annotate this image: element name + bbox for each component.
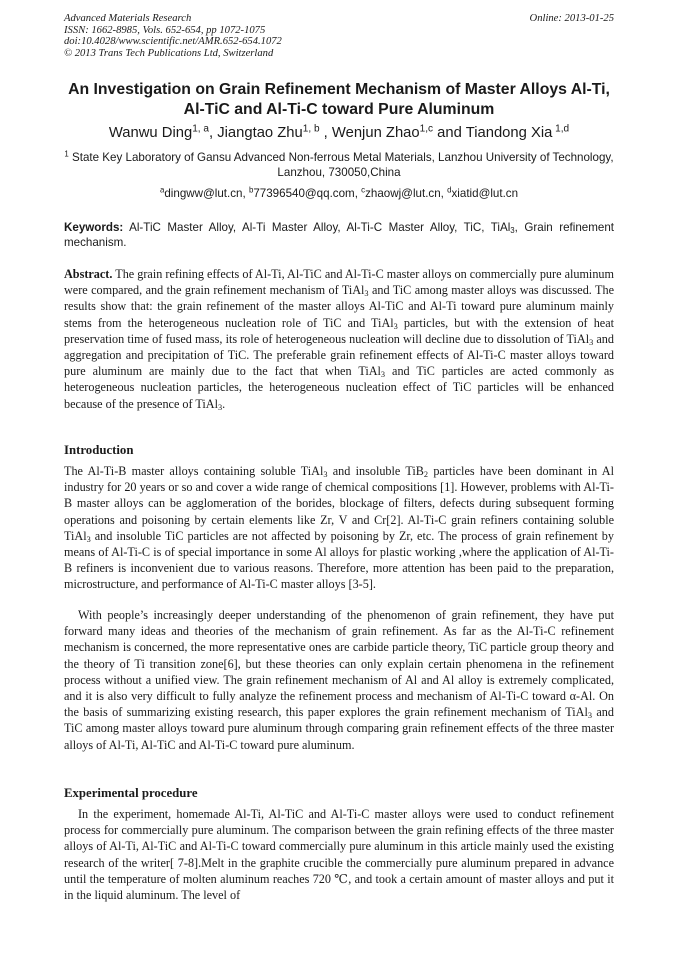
abstract-text: particles, but with the extension of heat preservation time of fused mass, its role of heterogeneous nucleation will decline due to dissolution of TiAl: [64, 315, 614, 346]
email-address[interactable]: 77396540@qq.com,: [253, 187, 362, 200]
author-list: [40, 124, 638, 142]
paper-title: [40, 80, 638, 119]
subscript: 3: [86, 534, 91, 544]
subscript: 3: [380, 370, 386, 380]
subscript: 2: [423, 470, 429, 480]
title-line-2: Al-TiC and Al-Ti-C toward Pure Aluminum: [183, 100, 495, 118]
author-separator: ,: [319, 125, 332, 141]
introduction-paragraph: [64, 607, 614, 753]
email-list: [40, 187, 638, 201]
author-separator: ,: [208, 125, 218, 141]
author-name: Tiandong Xia: [465, 125, 553, 141]
title-line-1: An Investigation on Grain Refinement Mechanism of Master Alloys Al-Ti,: [68, 81, 610, 98]
email-mark: c: [361, 185, 366, 195]
journal-name: Advanced Materials Research: [64, 13, 192, 24]
abstract-text: The grain refining effects of Al-Ti, Al-TiC and Al-Ti-C master alloys on commercially pure aluminum were compared, and the grain refinement mechanism of TiAl: [64, 267, 614, 298]
paragraph-text: The Al-Ti-B master alloys containing soluble TiAl: [64, 464, 324, 478]
journal-header: [64, 13, 464, 59]
experimental-paragraph: In the experiment, homemade Al-Ti, Al-TiC and Al-Ti-C master alloys were used to conduct refinement process for commercially pure aluminum. The comparison between the grain refining effects of the three master alloys of Al-Ti, Al-TiC and Al-Ti-C toward commercially pure aluminum in this article mainly used the existing research of the writer[ 7-8].Melt in the graphite crucible the commercially pure aluminum prepared in advance until the temperature of molten aluminum reaches 720 ℃, and took a certain amount of master alloys and put it in the liquid aluminum. The level of: [64, 807, 614, 903]
keywords-text: , Grain refinement mechanism.: [64, 221, 614, 249]
paragraph-text: particles have been dominant in Al industry for 20 years or so and cover a wide range of chemical compositions [1]. However, problems with Al-Ti-B master alloys can be agglomeration of the borides, blockage of filters, defects during subsequent forming operations and poisoning by certain elements like Zr, V and Cr[2]. Al-Ti-C grain refiners containing soluble TiAl: [64, 464, 614, 543]
author-affiliation-mark: 1,d: [552, 123, 570, 135]
journal-copyright: © 2013 Trans Tech Publications Ltd, Switzerland: [64, 47, 274, 59]
author-affiliation-mark: 1,c: [419, 123, 434, 135]
email-address[interactable]: xiatid@lut.cn: [451, 187, 519, 200]
author-name: Jiangtao Zhu: [217, 125, 303, 141]
abstract: [64, 266, 614, 412]
email-address[interactable]: dingww@lut.cn,: [164, 187, 249, 200]
online-date: Online: 2013-01-25: [529, 13, 614, 24]
keywords-text: Al-TiC Master Alloy, Al-Ti Master Alloy, Al-Ti-C Master Alloy, TiC, TiAl: [123, 221, 511, 234]
abstract-text: .: [222, 396, 226, 411]
subscript: 3: [589, 337, 594, 347]
email-mark: d: [447, 185, 452, 195]
affiliation: [64, 150, 614, 180]
email-mark: b: [248, 185, 254, 195]
abstract-label: Abstract.: [64, 267, 113, 281]
author-affiliation-mark: 1, b: [302, 123, 320, 135]
introduction-paragraph: [64, 463, 614, 593]
author-affiliation-mark: 1, a: [192, 123, 209, 135]
abstract-text: and aggregation and precipitation of TiC. The preferable grain refinement effects of Al-Ti-C master alloys toward pure aluminum are mainly due to the fact that when TiAl: [64, 331, 614, 379]
affiliation-mark: 1: [64, 149, 69, 159]
section-heading-introduction: Introduction: [64, 443, 134, 457]
subscript: 3: [510, 225, 515, 235]
paragraph-text: With people’s increasingly deeper understanding of the phenomenon of grain refinement, they have put forward many ideas and theories of the mechanism of grain refinement. As far as the Al-Ti-C refinement mechanism is concerned, the more representative ones are carbide particle theory, TiC particle group theory and the theory of Ti transition zone[6], but these theories can only explain certain phenomena in the refinement process without a unified view. The grain refinement mechanism of Al and Al alloy is extremely complicated, and it is also very difficult to fully analyze the refinement process and mechanism of Al-Ti-C toward α-Al. On the basis of summarizing existing research, this paper explores the grain refinement mechanism of TiAl: [64, 608, 614, 720]
author-name: Wanwu Ding: [108, 125, 193, 141]
subscript: 3: [393, 321, 398, 331]
subscript: 3: [587, 711, 592, 721]
abstract-text: and TiC among master alloys was discussed. The results show that: the grain refinement of the master alloys Al-TiC and Al-Ti toward pure aluminum mainly stems from the heterogeneous nucleation role of TiC and TiAl: [64, 283, 614, 330]
journal-issn: ISSN: 1662-8985, Vols. 652-654, pp 1072-1075: [64, 24, 266, 36]
section-heading-experimental: Experimental procedure: [64, 786, 198, 800]
author-separator: and: [433, 125, 466, 141]
email-address[interactable]: zhaowj@lut.cn,: [365, 187, 448, 200]
paragraph-text: and insoluble TiC particles are not affected by poisoning by Zr, etc. The process of grain refinement by means of Al-Ti-C is of special importance in some Al alloys for plastic working ,where the application of Al-Ti-B refiners is inconvenient due to various reasons. Therefore, more attention has been paid to the preparation, microstructure, and performance of Al-Ti-C master alloys [3-5].: [64, 528, 614, 592]
subscript: 3: [364, 289, 369, 299]
keywords: [64, 220, 614, 250]
subscript: 3: [323, 470, 328, 480]
abstract-text: and TiC particles are acted commonly as heterogeneous nucleation particles, the heterogeneous nucleation effect of TiC particles will be enhanced because of the presence of TiAl: [64, 364, 615, 411]
keywords-label: Keywords:: [64, 221, 124, 234]
paragraph-text: and insoluble TiB: [327, 464, 424, 478]
author-name: Wenjun Zhao: [331, 125, 420, 141]
affiliation-text: State Key Laboratory of Gansu Advanced Non-ferrous Metal Materials, Lanzhou University of Technology, Lanzhou, 730050,China: [68, 151, 614, 179]
paragraph-text: and TiC among master alloys toward pure aluminum through comparing grain refinement effects of the three master alloys of Al-Ti, Al-TiC and Al-Ti-C toward pure aluminum.: [64, 705, 614, 752]
journal-doi: doi:10.4028/www.scientific.net/AMR.652-654.1072: [64, 36, 282, 48]
email-mark: a: [159, 185, 165, 195]
subscript: 3: [218, 402, 223, 412]
